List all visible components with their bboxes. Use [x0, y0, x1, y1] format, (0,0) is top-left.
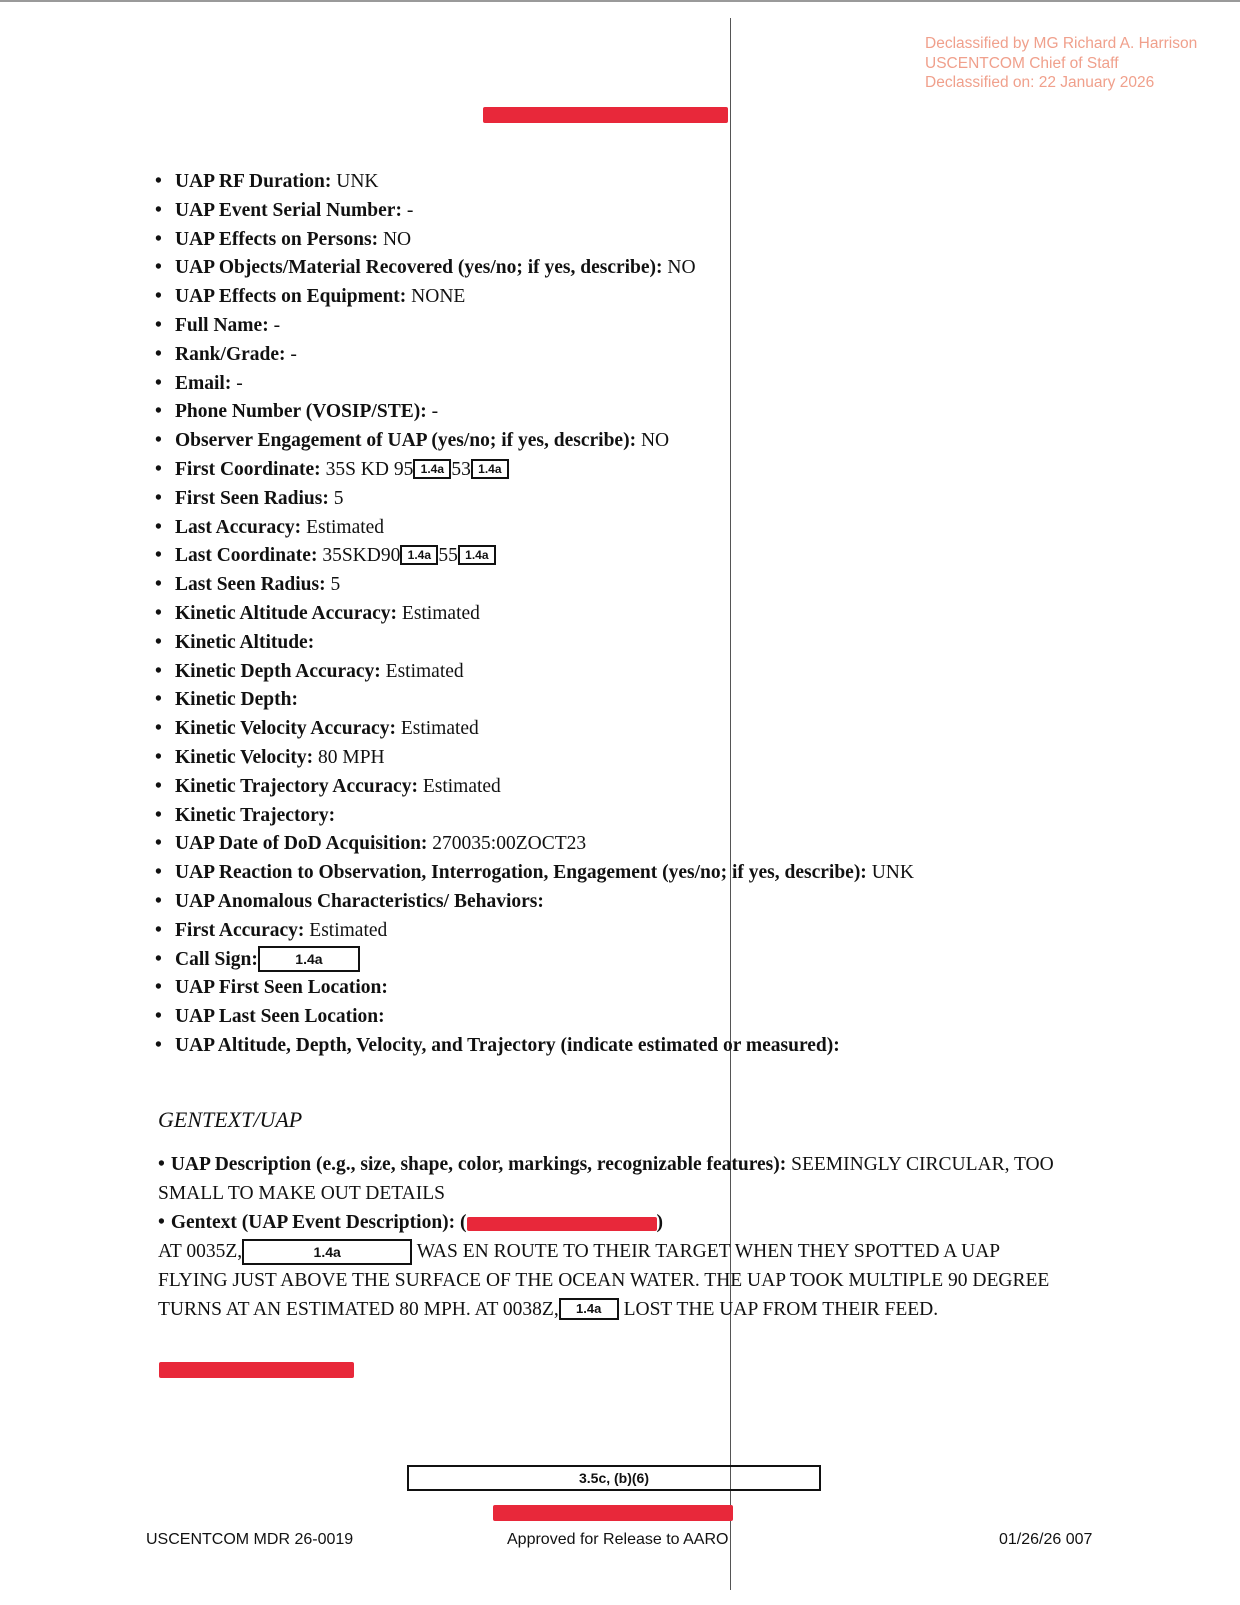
- field-value: UNK: [866, 862, 914, 884]
- field-label: UAP Anomalous Characteristics/ Behaviors:: [175, 890, 544, 912]
- field-value: 53: [451, 458, 471, 480]
- redaction-box: 1.4a: [413, 459, 451, 479]
- field-label: Kinetic Trajectory:: [175, 804, 336, 826]
- field-objects-recovered: • UAP Objects/Material Recovered (yes/no; if yes, describe): NO: [155, 257, 696, 279]
- footer-right: 01/26/26 007: [999, 1531, 1093, 1548]
- field-label: UAP RF Duration:: [175, 171, 332, 192]
- field-first-accuracy: • First Accuracy: Estimated: [155, 919, 388, 941]
- field-label: First Seen Radius:: [175, 487, 329, 509]
- field-value: 35S KD 95: [320, 458, 414, 480]
- field-value: -: [426, 401, 439, 423]
- field-label: UAP Reaction to Observation, Interrogation, Engagement (yes/no; if yes, describe):: [175, 862, 867, 884]
- event-paren-open: (: [455, 1212, 467, 1233]
- footer-left: USCENTCOM MDR 26-0019: [146, 1531, 354, 1548]
- field-phone: • Phone Number (VOSIP/STE): -: [155, 401, 439, 423]
- field-first-seen-location: • UAP First Seen Location:: [155, 977, 388, 999]
- field-label: UAP Effects on Persons:: [175, 228, 379, 250]
- field-label: Phone Number (VOSIP/STE):: [175, 401, 427, 423]
- page-top-border: [0, 0, 1240, 2]
- field-kinetic-trajectory: • Kinetic Trajectory:: [155, 804, 336, 826]
- field-label: UAP Objects/Material Recovered (yes/no; if yes, describe):: [175, 257, 663, 279]
- field-label: UAP First Seen Location:: [175, 977, 388, 999]
- field-value: NO: [378, 228, 412, 250]
- redaction-box: 1.4a: [258, 946, 360, 972]
- field-uap-reaction: • UAP Reaction to Observation, Interrogation, Engagement (yes/no; if yes, describe): UNK: [155, 862, 914, 884]
- stamp-line-1: Declassified by MG Richard A. Harrison: [925, 35, 1198, 52]
- field-value: Estimated: [380, 660, 464, 682]
- field-altitude-depth-velocity: • UAP Altitude, Depth, Velocity, and Trajectory (indicate estimated or measured):: [155, 1034, 840, 1056]
- field-last-accuracy: • Last Accuracy: Estimated: [155, 516, 385, 538]
- field-label: First Coordinate:: [175, 458, 321, 480]
- field-kinetic-velocity: • Kinetic Velocity: 80 MPH: [155, 746, 385, 768]
- redaction-box: 1.4a: [400, 545, 438, 565]
- field-anomalous-characteristics: • UAP Anomalous Characteristics/ Behaviors:: [155, 890, 544, 912]
- redaction-bar-header: [483, 107, 728, 123]
- field-label: Kinetic Altitude Accuracy:: [175, 602, 398, 624]
- field-label: Kinetic Trajectory Accuracy:: [175, 775, 418, 797]
- field-value: Estimated: [397, 602, 480, 624]
- field-first-coordinate: • First Coordinate: 35S KD 95 1.4a 53 1.4a: [155, 456, 1055, 485]
- field-observer-engagement: • Observer Engagement of UAP (yes/no; if yes, describe): NO: [155, 430, 670, 452]
- field-label: Last Coordinate:: [175, 545, 318, 567]
- field-label: UAP Effects on Equipment:: [175, 286, 407, 308]
- field-last-seen-location: • UAP Last Seen Location:: [155, 1006, 385, 1028]
- field-email: • Email: -: [155, 372, 243, 394]
- field-first-seen-radius: • First Seen Radius: 5: [155, 487, 344, 509]
- field-value: 270035:00ZOCT23: [427, 833, 587, 855]
- field-kinetic-altitude-accuracy: • Kinetic Altitude Accuracy: Estimated: [155, 602, 480, 624]
- field-event-serial: • UAP Event Serial Number: -: [155, 199, 414, 221]
- field-label: Observer Engagement of UAP (yes/no; if yes, describe):: [175, 430, 637, 452]
- field-value: UNK: [331, 171, 379, 192]
- field-label: Kinetic Altitude:: [175, 631, 315, 653]
- field-value: Estimated: [304, 919, 388, 941]
- field-value: Estimated: [395, 718, 479, 740]
- field-last-seen-radius: • Last Seen Radius: 5: [155, 574, 341, 596]
- field-effects-equipment: • UAP Effects on Equipment: NONE: [155, 286, 466, 308]
- field-value: -: [285, 343, 297, 365]
- event-text-3: LOST THE UAP FROM THEIR FEED.: [623, 1299, 939, 1320]
- redaction-box: 1.4a: [559, 1298, 619, 1320]
- description-label: UAP Description (e.g., size, shape, color, markings, recognizable features):: [170, 1154, 787, 1175]
- field-kinetic-depth: • Kinetic Depth:: [155, 689, 298, 711]
- field-label: Call Sign:: [175, 948, 258, 970]
- event-paren-close: ): [656, 1212, 664, 1233]
- field-kinetic-trajectory-accuracy: • Kinetic Trajectory Accuracy: Estimated: [155, 775, 501, 797]
- uap-description-paragraph: • UAP Description (e.g., size, shape, color, markings, recognizable features): SEEMINGLY CIRCULAR, TOO SMALL TO MAKE OUT DETAILS: [158, 1154, 1054, 1204]
- event-label: Gentext (UAP Event Description):: [170, 1212, 456, 1233]
- field-value: NONE: [406, 286, 466, 308]
- field-label: UAP Date of DoD Acquisition:: [175, 833, 428, 855]
- field-label: Kinetic Velocity:: [175, 746, 314, 768]
- field-value: 5: [328, 487, 344, 509]
- stamp-line-2: USCENTCOM Chief of Staff: [925, 54, 1119, 72]
- field-label: Last Seen Radius:: [175, 574, 326, 596]
- redaction-box: 1.4a: [458, 545, 496, 565]
- field-label: First Accuracy:: [175, 919, 305, 941]
- field-label: Kinetic Depth:: [175, 689, 298, 711]
- redaction-bar-classification: [467, 1217, 657, 1231]
- field-label: UAP Last Seen Location:: [175, 1006, 385, 1028]
- field-effects-persons: • UAP Effects on Persons: NO: [155, 228, 412, 250]
- redaction-box: 1.4a: [242, 1239, 412, 1265]
- field-value: Estimated: [301, 516, 385, 538]
- field-last-coordinate: • Last Coordinate: 35SKD90 1.4a 55 1.4a: [155, 542, 1055, 571]
- redaction-bar-classification-footer: [159, 1362, 354, 1378]
- field-rf-duration: • UAP RF Duration: UNK: [155, 171, 379, 192]
- field-full-name: • Full Name: -: [155, 314, 281, 336]
- field-label: Kinetic Velocity Accuracy:: [175, 718, 396, 740]
- field-label: UAP Altitude, Depth, Velocity, and Trajectory (indicate estimated or measured):: [175, 1034, 840, 1056]
- field-value: Estimated: [417, 775, 501, 797]
- field-label: Full Name:: [175, 314, 269, 336]
- field-value: 5: [325, 574, 341, 596]
- field-kinetic-velocity-accuracy: • Kinetic Velocity Accuracy: Estimated: [155, 718, 479, 740]
- field-value: NO: [662, 257, 696, 279]
- field-label: UAP Event Serial Number:: [175, 199, 402, 221]
- field-kinetic-depth-accuracy: • Kinetic Depth Accuracy: Estimated: [155, 660, 464, 682]
- redaction-box: 1.4a: [471, 459, 509, 479]
- gentext-event-description: [158, 1237, 1073, 1324]
- field-value: 55: [438, 545, 458, 567]
- field-value: 80 MPH: [313, 746, 385, 768]
- event-text-1: AT 0035Z,: [158, 1241, 243, 1262]
- field-list: [155, 168, 1055, 1061]
- description-value: SEEMINGLY CIRCULAR, TOO SMALL TO MAKE OUT DETAILS: [158, 1154, 1054, 1204]
- field-label: Last Accuracy:: [175, 516, 302, 538]
- field-label: Email:: [175, 372, 232, 394]
- field-value: -: [268, 314, 281, 336]
- field-date-acquisition: • UAP Date of DoD Acquisition: 270035:00ZOCT23: [155, 833, 587, 855]
- gentext-heading: GENTEXT/UAP: [158, 1107, 303, 1132]
- field-label: Kinetic Depth Accuracy:: [175, 660, 381, 682]
- field-call-sign: • Call Sign: 1.4a: [155, 946, 1055, 975]
- field-label: Rank/Grade:: [175, 343, 286, 365]
- gentext-event-label-line: • Gentext (UAP Event Description): ( ): [158, 1212, 664, 1233]
- event-text-2: WAS EN ROUTE TO THEIR TARGET WHEN THEY SPOTTED A UAP FLYING JUST ABOVE THE SURFACE OF THE OCEAN WATER. THE UAP TOOK MULTIPLE 90 DEGREE TURNS AT AN ESTIMATED 80 MPH. AT 0038Z,: [158, 1241, 1050, 1320]
- field-value: 35SKD90: [317, 545, 401, 567]
- declassification-stamp: [925, 34, 1197, 93]
- redaction-bar-footer: [493, 1505, 733, 1521]
- footer-center: Approved for Release to AARO: [507, 1531, 729, 1548]
- field-value: NO: [636, 430, 670, 452]
- exemption-box: 3.5c, (b)(6): [407, 1465, 821, 1491]
- stamp-line-3: Declassified on: 22 January 2026: [925, 74, 1155, 91]
- field-rank-grade: • Rank/Grade: -: [155, 343, 297, 365]
- field-kinetic-altitude: • Kinetic Altitude:: [155, 631, 315, 653]
- field-value: -: [231, 372, 243, 394]
- field-value: -: [401, 199, 414, 221]
